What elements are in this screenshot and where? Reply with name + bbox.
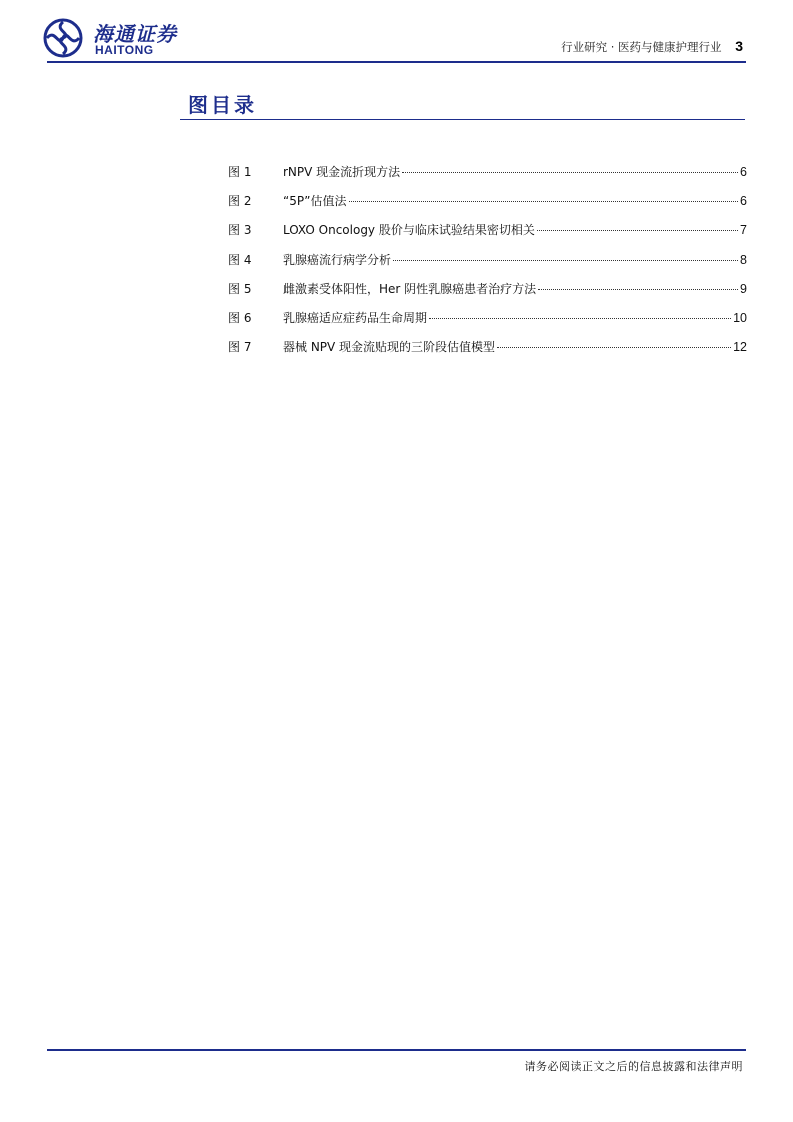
toc-figure-title: 器械 NPV 现金流贴现的三阶段估值模型 xyxy=(283,340,496,355)
toc-entry[interactable] xyxy=(228,163,747,192)
header-section xyxy=(561,38,743,55)
footer-disclaimer: 请务必阅读正文之后的信息披露和法律声明 xyxy=(524,1060,743,1073)
toc-figure-number: 图 7 xyxy=(228,340,252,355)
toc-figure-number: 图 1 xyxy=(228,165,252,179)
toc-figure-title: LOXO Oncology 股价与临床试验结果密切相关 xyxy=(283,223,535,238)
header-divider xyxy=(47,61,746,63)
toc-entry[interactable] xyxy=(228,309,747,338)
toc-figure-title: 雌激素受体阳性，Her 阴性乳腺癌患者治疗方法 xyxy=(283,281,537,296)
toc-page-number: 10 xyxy=(733,310,747,325)
title-divider xyxy=(180,119,745,120)
toc-dot-leader xyxy=(497,347,731,348)
logo-english-name: HAITONG xyxy=(95,43,154,57)
haitong-logo-icon xyxy=(43,18,83,58)
toc-dot-leader xyxy=(538,289,738,290)
toc-figure-number: 图 2 xyxy=(228,194,252,209)
toc-page-number: 6 xyxy=(740,194,747,209)
toc-figure-number: 图 3 xyxy=(228,223,252,238)
toc-figure-title: rNPV 现金流折现方法 xyxy=(283,165,401,179)
toc-figure-title: 乳腺癌适应症药品生命周期 xyxy=(283,310,428,325)
toc-page-number: 7 xyxy=(740,223,747,238)
toc-figure-title: “5P”估值法 xyxy=(283,194,347,209)
toc-figure-title: 乳腺癌流行病学分析 xyxy=(283,252,392,267)
toc-page-number: 12 xyxy=(733,340,747,355)
toc-entry[interactable] xyxy=(228,251,747,280)
toc-page-number: 8 xyxy=(740,252,747,267)
toc-entry[interactable] xyxy=(228,280,747,309)
toc-dot-leader xyxy=(393,260,738,261)
company-logo xyxy=(43,18,213,60)
toc-dot-leader xyxy=(402,172,738,173)
toc-entry[interactable] xyxy=(228,338,747,367)
page-number: 3 xyxy=(735,38,743,54)
toc-page-number: 6 xyxy=(740,165,747,179)
report-category: 行业研究 · 医药与健康护理行业 xyxy=(561,40,722,54)
figure-toc xyxy=(228,163,747,367)
toc-entry[interactable] xyxy=(228,221,747,250)
toc-figure-number: 图 5 xyxy=(228,281,252,296)
toc-dot-leader xyxy=(537,230,738,231)
toc-entry[interactable] xyxy=(228,192,747,221)
toc-dot-leader xyxy=(349,201,739,202)
logo-chinese-name: 海通证券 xyxy=(93,22,177,46)
footer-divider xyxy=(47,1049,746,1051)
toc-figure-number: 图 6 xyxy=(228,310,252,325)
page-title: 图目录 xyxy=(188,93,257,117)
toc-page-number: 9 xyxy=(740,281,747,296)
toc-dot-leader xyxy=(429,318,731,319)
toc-figure-number: 图 4 xyxy=(228,252,252,267)
